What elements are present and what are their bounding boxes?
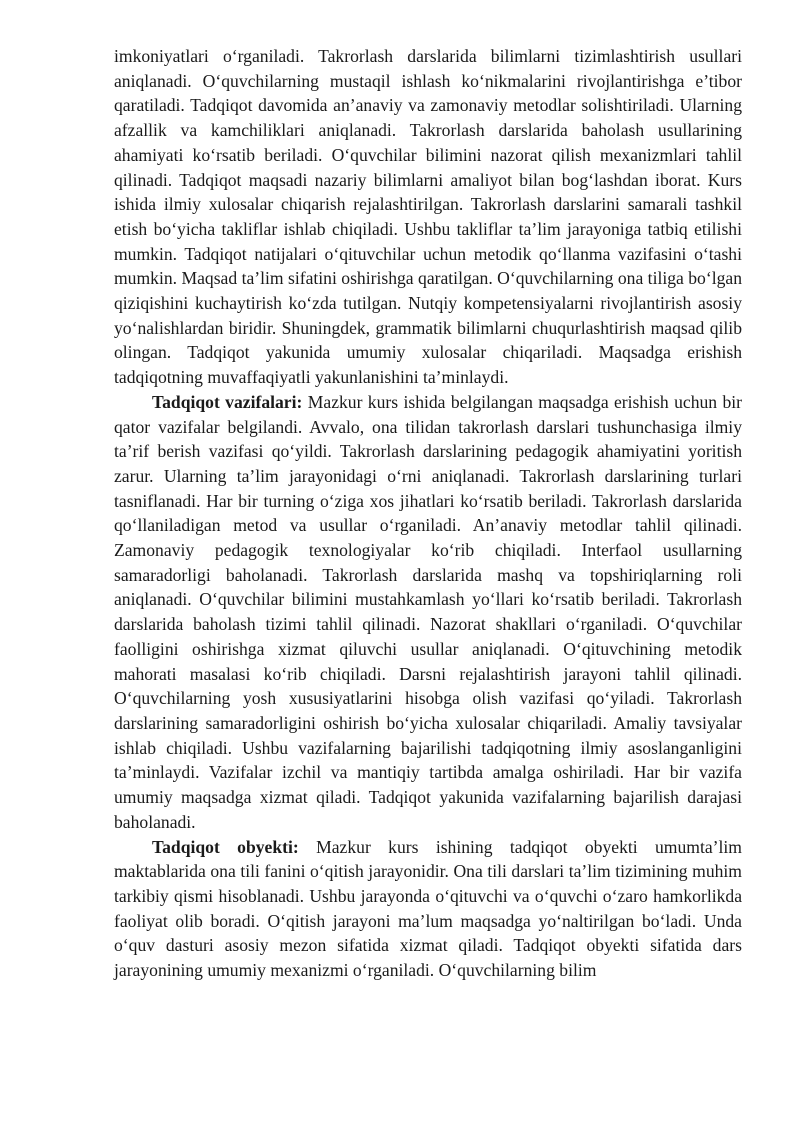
paragraph-1-text: imkoniyatlari o‘rganiladi. Takrorlash darslarida bilimlarni tizimlashtirish usullari aniqlanadi. O‘quvchilarning mustaqil ishlash ko‘nikmalarini rivojlantirishga e’tibor qaratiladi. Tadqiqot davomida an’anaviy va zamonaviy metodlar solishtiriladi. Ularning afzallik va kamchiliklari aniqlanadi. Takrorlash darslarida baholash usullarining ahamiyati ko‘rsatib beriladi. O‘quvchilar bilimini nazorat qilish mexanizmlari tahlil qilinadi. Tadqiqot maqsadi nazariy bilimlarni amaliyot bilan bog‘lashdan iborat. Kurs ishida ilmiy xulosalar chiqarish rejalashtirilgan. Takrorlash darslarini samarali tashkil etish bo‘yicha takliflar ishlab chiqiladi. Ushbu takliflar ta’lim jarayoniga tatbiq etilishi mumkin. Tadqiqot natijalari o‘qituvchilar uchun metodik qo‘llanma vazifasini o‘tashi mumkin. Maqsad ta’lim sifatini oshirishga qaratilgan. O‘quvchilarning ona tiliga bo‘lgan qiziqishini kuchaytirish ko‘zda tutilgan. Nutqiy kompetensiyalarni rivojlantirish asosiy yo‘nalishlardan biridir. Shuningdek, grammatik bilimlarni chuqurlashtirish maqsad qilib olingan. Tadqiqot yakunida umumiy xulosalar chiqariladi. Maqsadga erishish tadqiqotning muvaffaqiyatli yakunlanishini ta’minlaydi. [114,46,742,388]
paragraph-2-text: Mazkur kurs ishida belgilangan maqsadga erishish uchun bir qator vazifalar belgilandi. Avvalo, ona tilidan takrorlash darslari tushunchasiga ilmiy ta’rif berish vazifasi qo‘yildi. Takrorlash darslarining pedagogik ahamiyatini yoritish zarur. Ularning ta’lim jarayonidagi o‘rni aniqlanadi. Takrorlash darslarining turlari tasniflanadi. Har bir turning o‘ziga xos jihatlari ko‘rsatib beriladi. Takrorlash darslarida qo‘llaniladigan metod va usullar o‘rganiladi. An’anaviy metodlar tahlil qilinadi. Zamonaviy pedagogik texnologiyalar ko‘rib chiqiladi. Interfaol usullarning samaradorligi baholanadi. Takrorlash darslarida mashq va topshiriqlarning roli aniqlanadi. O‘quvchilar bilimini mustahkamlash yo‘llari ko‘rsatib beriladi. Takrorlash darslarida baholash tizimi tahlil qilinadi. Nazorat shakllari o‘rganiladi. O‘quvchilar faolligini oshirishga xizmat qiluvchi usullar aniqlanadi. O‘qituvchining metodik mahorati masalasi ko‘rib chiqiladi. Darsni rejalashtirish jarayoni tahlil qilinadi. O‘quvchilarning yosh xususiyatlarini hisobga olish vazifasi qo‘yiladi. Takrorlash darslarining samaradorligini oshirish bo‘yicha xulosalar chiqariladi. Amaliy tavsiyalar ishlab chiqiladi. Ushbu vazifalarning bajarilishi tadqiqotning ilmiy asoslanganligini ta’minlaydi. Vazifalar izchil va mantiqiy tartibda amalga oshiriladi. Har bir vazifa umumiy maqsadga xizmat qiladi. Tadqiqot yakunida vazifalarning bajarilish darajasi baholanadi. [114,391,742,832]
paragraph-tadqiqot-vazifalari [114,390,742,835]
paragraph-1 [114,44,742,390]
heading-tadqiqot-vazifalari: Tadqiqot vazifalari: [152,391,303,412]
document-page [114,44,742,983]
paragraph-3-text: Mazkur kurs ishining tadqiqot obyekti umumta’lim maktablarida ona tili fanini o‘qitish jarayonidir. Ona tili darslari ta’lim tizimining muhim tarkibiy qismi hisoblanadi. Ushbu jarayonda o‘qituvchi va o‘quvchi o‘zaro hamkorlikda faoliyat olib boradi. O‘qitish jarayoni ma’lum maqsadga yo‘naltirilgan bo‘ladi. Unda o‘quv dasturi asosiy mezon sifatida xizmat qiladi. Tadqiqot obyekti sifatida dars jarayonining umumiy mexanizmi o‘rganiladi. O‘quvchilarning bilim [114,836,742,981]
paragraph-tadqiqot-obyekti [114,835,742,983]
heading-tadqiqot-obyekti: Tadqiqot obyekti: [152,836,299,857]
